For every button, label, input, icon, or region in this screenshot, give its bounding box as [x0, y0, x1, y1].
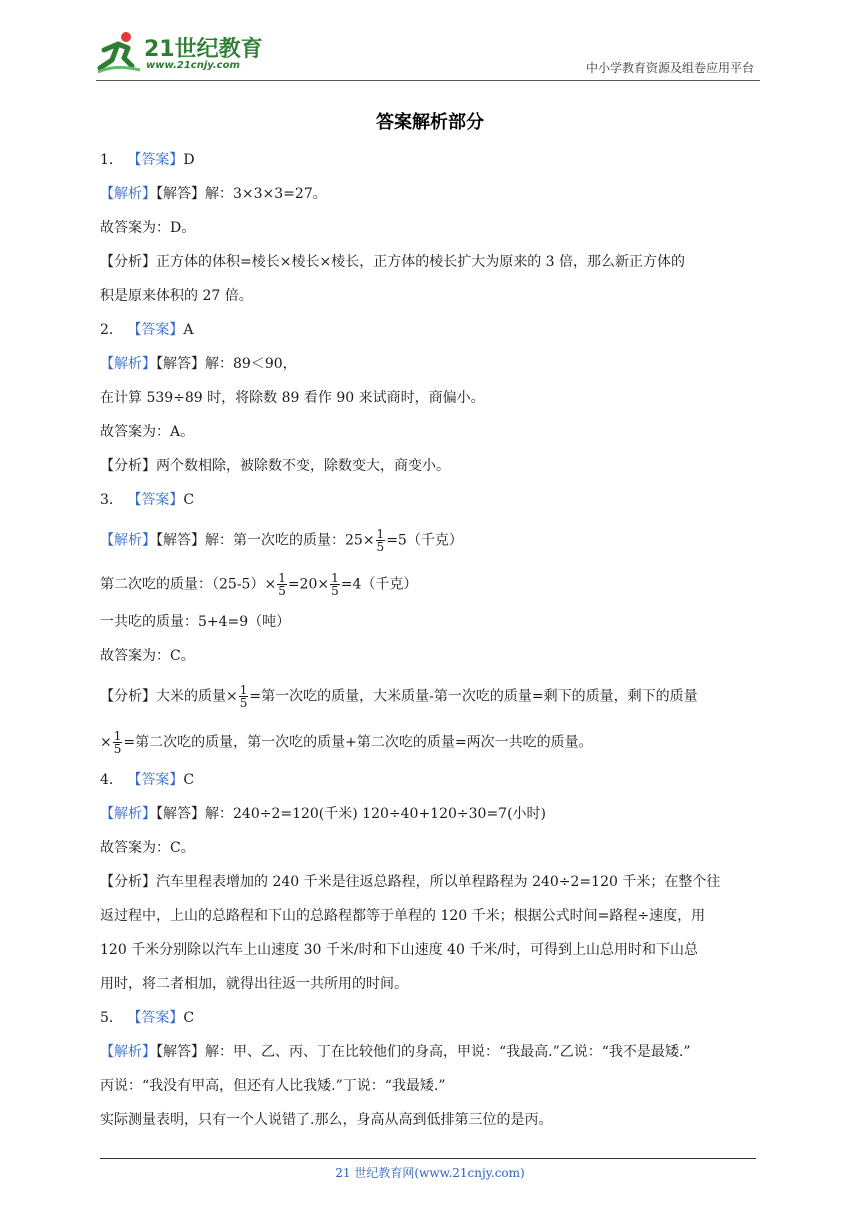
fraction-numerator: 1 [376, 527, 385, 541]
q3-line-2 [100, 572, 417, 597]
analysis-text: =第一次吃的质量，大米质量-第一次吃的质量=剩下的质量，剩下的质量 [249, 688, 698, 705]
q5-line-3: 实际测量表明，只有一个人说错了.那么，身高从高到低排第三位的是丙。 [100, 1112, 553, 1128]
platform-name: 中小学教育资源及组卷应用平台 [585, 61, 754, 75]
line-text: =20× [287, 576, 330, 593]
fenxi-tag: 【分析】 [100, 688, 156, 705]
fraction [239, 684, 249, 709]
q1-solve-line [100, 184, 327, 204]
fraction [376, 528, 386, 553]
logo-url: www.21cnjy.com [146, 60, 240, 71]
analysis-text: 汽车里程表增加的 240 千米是往返总路程，所以单程路程为 240÷2=120 千米；在整个往 [156, 874, 721, 890]
question-number: 4． [100, 772, 123, 788]
line-text: =4（千克） [340, 576, 418, 593]
analysis-text: =第二次吃的质量，第一次吃的质量+第二次吃的质量=两次一共吃的质量。 [123, 734, 593, 751]
q4-analysis-line-2: 返过程中，上山的总路程和下山的总路程都等于单程的 120 千米；根据公式时间=路程÷速度，用 [100, 908, 706, 924]
fraction-denominator: 5 [331, 584, 339, 598]
fraction-denominator: 5 [278, 584, 286, 598]
answer-tag: 【答案】 [127, 1010, 184, 1026]
logo [96, 30, 296, 76]
q3-solve-line [100, 528, 463, 553]
runner-logo-icon [96, 30, 142, 76]
analysis-text: 两个数相除，被除数不变，除数变大，商变小。 [156, 458, 450, 474]
solve-text: 【解答】解：甲、乙、丙、丁在比较他们的身高，甲说：“我最高.”乙说：“我不是最矮.” [156, 1044, 691, 1060]
analysis-text: 大米的质量× [156, 688, 238, 705]
q5-answer-line [100, 1008, 194, 1028]
q5-solve-line [100, 1042, 691, 1062]
answer-tag: 【答案】 [127, 772, 184, 788]
fenxi-tag: 【分析】 [100, 874, 156, 890]
fraction-numerator: 1 [278, 571, 286, 585]
fraction-numerator: 1 [331, 571, 339, 585]
page-footer: 21 世纪教育网(www.21cnjy.com) [335, 1166, 525, 1180]
fraction [330, 572, 340, 597]
q1-answer-line [100, 150, 195, 170]
q1-conclusion: 故答案为：D。 [100, 220, 196, 236]
q3-answer-line [100, 490, 194, 510]
solve-text-end: =5（千克） [386, 532, 463, 549]
solve-text: 【解答】解：89＜90， [156, 356, 297, 372]
q4-analysis-line-1 [100, 872, 720, 892]
fenxi-tag: 【分析】 [100, 458, 156, 474]
question-number: 2． [100, 322, 123, 338]
q3-analysis-line-2 [100, 730, 593, 755]
q1-analysis-line-1 [100, 252, 685, 272]
fraction [113, 730, 123, 755]
q4-solve-line [100, 804, 546, 824]
answer-value: C [183, 1010, 195, 1026]
q2-line-2: 在计算 539÷89 时，将除数 89 看作 90 来试商时，商偏小。 [100, 390, 485, 406]
analysis-text: 正方体的体积=棱长×棱长×棱长，正方体的棱长扩大为原来的 3 倍，那么新正方体的 [156, 254, 685, 270]
q5-line-2: 丙说：“我没有甲高，但还有人比我矮.”丁说：“我最矮.” [100, 1078, 446, 1094]
q3-analysis-line-1 [100, 684, 698, 709]
solve-text: 【解答】解：第一次吃的质量：25× [156, 532, 375, 549]
question-number: 1． [100, 152, 123, 168]
logo-text: 21世纪教育 [144, 37, 263, 62]
answer-tag: 【答案】 [127, 322, 184, 338]
jiexi-tag: 【解析】 [100, 186, 156, 202]
q4-analysis-line-3: 120 千米分别除以汽车上山速度 30 千米/时和下山速度 40 千米/时，可得到上山总用时和下山总 [100, 942, 699, 958]
fraction-denominator: 5 [113, 742, 122, 756]
q3-line-3: 一共吃的质量：5+4=9（吨） [100, 614, 291, 630]
footer-divider [100, 1158, 756, 1159]
answer-value: D [183, 152, 195, 168]
jiexi-tag: 【解析】 [100, 806, 156, 822]
page-header [96, 28, 760, 81]
answer-tag: 【答案】 [127, 152, 184, 168]
fraction-numerator: 1 [113, 729, 122, 743]
jiexi-tag: 【解析】 [100, 356, 156, 372]
q2-conclusion: 故答案为：A。 [100, 424, 195, 440]
fraction-numerator: 1 [239, 683, 248, 697]
question-number: 3． [100, 492, 123, 508]
q4-answer-line [100, 770, 194, 790]
answer-value: C [183, 772, 195, 788]
page-title: 答案解析部分 [376, 112, 484, 133]
q1-analysis-line-2: 积是原来体积的 27 倍。 [100, 288, 253, 304]
question-number: 5． [100, 1010, 123, 1026]
q2-analysis-line [100, 456, 450, 476]
q2-answer-line [100, 320, 194, 340]
q2-solve-line [100, 354, 297, 374]
jiexi-tag: 【解析】 [100, 1044, 156, 1060]
jiexi-tag: 【解析】 [100, 532, 156, 549]
answer-value: A [183, 322, 194, 338]
fraction-denominator: 5 [376, 540, 385, 554]
solve-text: 【解答】解：240÷2=120(千米) 120÷40+120÷30=7(小时) [156, 806, 547, 822]
analysis-text: × [100, 734, 112, 751]
solve-text: 【解答】解：3×3×3=27。 [156, 186, 327, 202]
answer-value: C [183, 492, 195, 508]
q4-conclusion: 故答案为：C。 [100, 840, 195, 856]
fenxi-tag: 【分析】 [100, 254, 156, 270]
fraction-denominator: 5 [239, 696, 248, 710]
q3-conclusion: 故答案为：C。 [100, 648, 195, 664]
q4-analysis-line-4: 用时，将二者相加，就得出往返一共所用的时间。 [100, 976, 408, 992]
fraction [277, 572, 287, 597]
line-text: 第二次吃的质量：（25-5）× [100, 576, 277, 593]
answer-tag: 【答案】 [127, 492, 184, 508]
